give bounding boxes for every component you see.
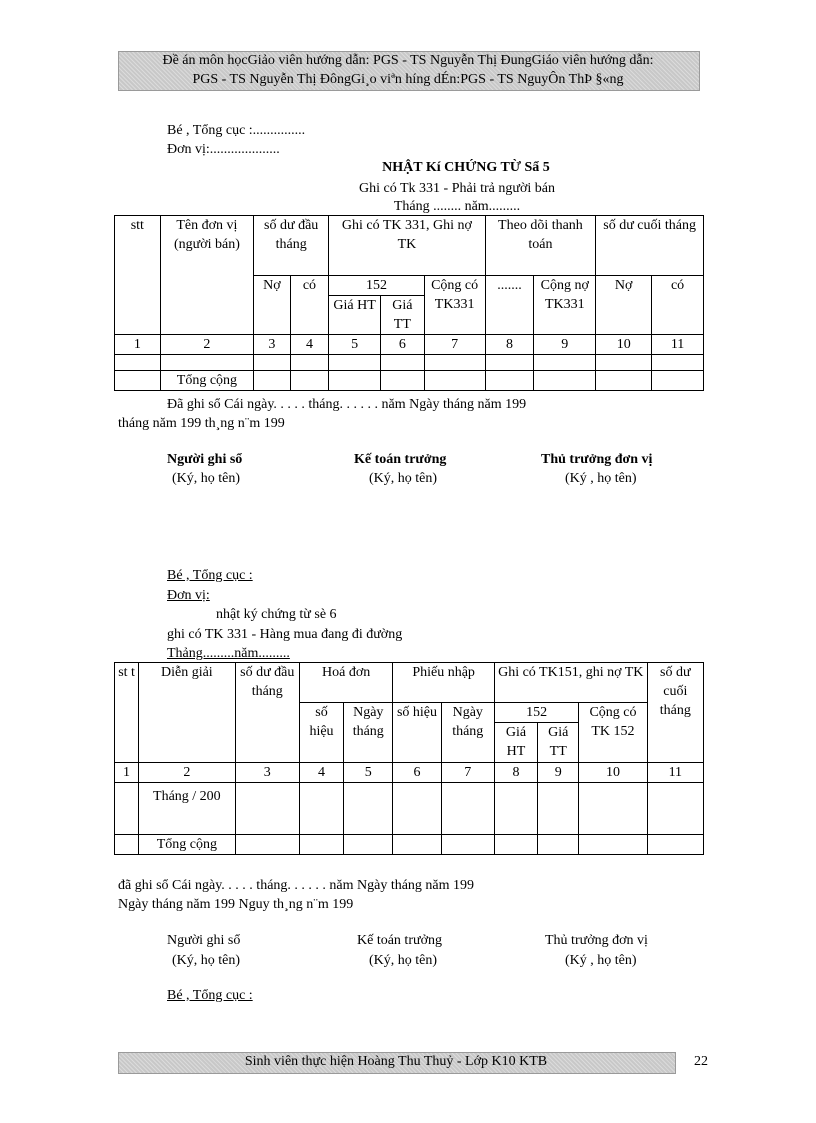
s1-sig-writer: Người ghi sổ xyxy=(167,452,243,467)
s1-h-price-tt: Giá TT xyxy=(381,296,425,335)
s2-title: nhật ký chứng từ sè 6 xyxy=(216,607,337,622)
s1-sig-sub-3: (Ký , họ tên) xyxy=(565,471,637,486)
s1-month-line: Tháng ........ năm......... xyxy=(393,199,521,214)
s1-sig-head: Thủ trưởng đơn vị xyxy=(541,452,653,467)
s1-sig-sub-1: (Ký, họ tên) xyxy=(172,471,241,486)
s1-col-number: 4 xyxy=(290,335,329,355)
s1-h-opening: số dư đầu tháng xyxy=(254,216,329,276)
s2-h-price-ht: Giá HT xyxy=(494,723,537,763)
s1-h-credit: Ghi có TK 331, Ghi nợ TK xyxy=(329,216,485,276)
s2-h-stt: st t xyxy=(115,663,139,763)
s2-number-row xyxy=(115,763,704,783)
s2-h-rec-date: Ngày tháng xyxy=(441,703,494,763)
s2-col-number: 11 xyxy=(647,763,703,783)
s1-posted-line-1: Đã ghi sổ Cái ngày. . . . . tháng. . . . . . năm Ngày tháng năm 199 xyxy=(167,397,527,412)
s1-sig-accountant: Kế toán trưởng xyxy=(354,452,447,467)
s2-col-number: 1 xyxy=(115,763,139,783)
s2-total-label: Tổng cộng xyxy=(139,835,235,855)
s1-col-number: 8 xyxy=(485,335,534,355)
s2-h-receipt: Phiếu nhập xyxy=(393,663,495,703)
s1-total-label: Tổng cộng xyxy=(160,371,253,391)
header-line-2: PGS - TS Nguyễn Thị ĐôngGi¸o viªn híng dÉn:PGS - TS NguyÔn ThÞ §«ng xyxy=(192,72,624,87)
s2-h-inv-date: Ngày tháng xyxy=(344,703,393,763)
s2-h-price-tt: Giá TT xyxy=(538,723,579,763)
s2-sig-sub-1: (Ký, họ tên) xyxy=(172,953,241,968)
s2-unit: Đơn vị: xyxy=(167,588,210,603)
s1-h-dots: ....... xyxy=(485,276,534,335)
s2-h-opening: số dư đầu tháng xyxy=(235,663,299,763)
s2-month-row xyxy=(115,783,704,835)
s1-col-number: 7 xyxy=(424,335,485,355)
s2-h-desc: Diễn giải xyxy=(139,663,235,763)
s1-table xyxy=(114,215,704,391)
s2-posted-line-2: Ngày tháng năm 199 Nguy th¸ng n¨m 199 xyxy=(118,897,354,912)
s1-col-number: 1 xyxy=(115,335,161,355)
s2-col-number: 6 xyxy=(393,763,441,783)
s1-col-number: 9 xyxy=(534,335,596,355)
s2-ministry-repeat: Bé , Tổng cục : xyxy=(167,988,253,1003)
s1-h-credit2: có xyxy=(652,276,704,335)
s2-sig-accountant: Kế toán trưởng xyxy=(357,933,442,948)
s2-col-number: 10 xyxy=(579,763,647,783)
s2-col-number: 8 xyxy=(494,763,537,783)
s1-h-tracking: Theo dõi thanh toán xyxy=(485,216,596,276)
s2-sig-writer: Người ghi sổ xyxy=(167,933,241,948)
footer-text: Sinh viên thực hiện Hoàng Thu Thuỷ - Lớp K10 KTB xyxy=(244,1054,548,1069)
s1-h-152: 152 xyxy=(329,276,424,296)
s1-col-number: 6 xyxy=(381,335,425,355)
s2-subtitle: ghi có TK 331 - Hàng mua đang đi đường xyxy=(167,627,403,642)
s2-month-line: Thảng.........năm......... xyxy=(167,646,290,661)
s1-sig-sub-2: (Ký, họ tên) xyxy=(369,471,438,486)
s1-total-row xyxy=(115,371,704,391)
s2-posted-line-1: đã ghi sổ Cái ngày. . . . . tháng. . . . . . năm Ngày tháng năm 199 xyxy=(118,878,475,893)
s1-subtitle: Ghi có Tk 331 - Phải trả người bán xyxy=(359,181,555,196)
s2-total-row xyxy=(115,835,704,855)
s2-col-number: 7 xyxy=(441,763,494,783)
s2-h-152: 152 xyxy=(494,703,578,723)
s1-h-stt: stt xyxy=(115,216,161,335)
s1-col-number: 2 xyxy=(160,335,253,355)
s1-col-number: 3 xyxy=(254,335,291,355)
s2-table xyxy=(114,662,704,855)
s2-sig-sub-3: (Ký , họ tên) xyxy=(565,953,637,968)
s1-h-closing: số dư cuối tháng xyxy=(596,216,704,276)
s1-h-debit: Nợ xyxy=(254,276,291,335)
s1-ministry: Bé , Tổng cục :............... xyxy=(167,123,306,138)
s1-col-number: 5 xyxy=(329,335,381,355)
s2-sig-sub-2: (Ký, họ tên) xyxy=(369,953,438,968)
s1-unit: Đơn vị:.................... xyxy=(167,142,280,157)
s1-number-row xyxy=(115,335,704,355)
s1-h-price-ht: Giá HT xyxy=(329,296,381,335)
s1-h-total-credit: Cộng có TK331 xyxy=(424,276,485,335)
s2-col-number: 2 xyxy=(139,763,235,783)
s2-h-invoice: Hoá đơn xyxy=(299,663,392,703)
s2-h-credit: Ghi có TK151, ghi nợ TK xyxy=(494,663,647,703)
s1-col-number: 10 xyxy=(596,335,652,355)
s2-col-number: 4 xyxy=(299,763,343,783)
s2-h-closing: số dư cuối tháng xyxy=(647,663,703,763)
s1-h-name: Tên đơn vị (người bán) xyxy=(160,216,253,335)
s1-h-total-debit: Cộng nợ TK331 xyxy=(534,276,596,335)
s1-h-debit2: Nợ xyxy=(596,276,652,335)
s2-h-total: Cộng có TK 152 xyxy=(579,703,647,763)
page-number: 22 xyxy=(694,1054,708,1069)
s2-col-number: 3 xyxy=(235,763,299,783)
s2-h-rec-no: số hiệu xyxy=(393,703,441,763)
s1-title: NHẬT Kí CHỨNG TỪ Sẩ 5 xyxy=(382,160,550,175)
s1-empty-row xyxy=(115,355,704,371)
s2-col-number: 9 xyxy=(538,763,579,783)
s2-ministry: Bé , Tổng cục : xyxy=(167,568,253,583)
s2-sig-head: Thủ trưởng đơn vị xyxy=(545,933,648,948)
s1-h-credit-short: có xyxy=(290,276,329,335)
s2-col-number: 5 xyxy=(344,763,393,783)
header-line-1: Đề án môn họcGiảo viên hướng dẫn: PGS - TS Nguyễn Thị ĐungGiáo viên hướng dẫn: xyxy=(162,53,654,68)
s1-col-number: 11 xyxy=(652,335,704,355)
s1-posted-line-2: tháng năm 199 th¸ng n¨m 199 xyxy=(118,416,285,431)
s2-month-cell: Tháng / 200 xyxy=(139,783,235,835)
s2-h-inv-no: số hiệu xyxy=(299,703,343,763)
